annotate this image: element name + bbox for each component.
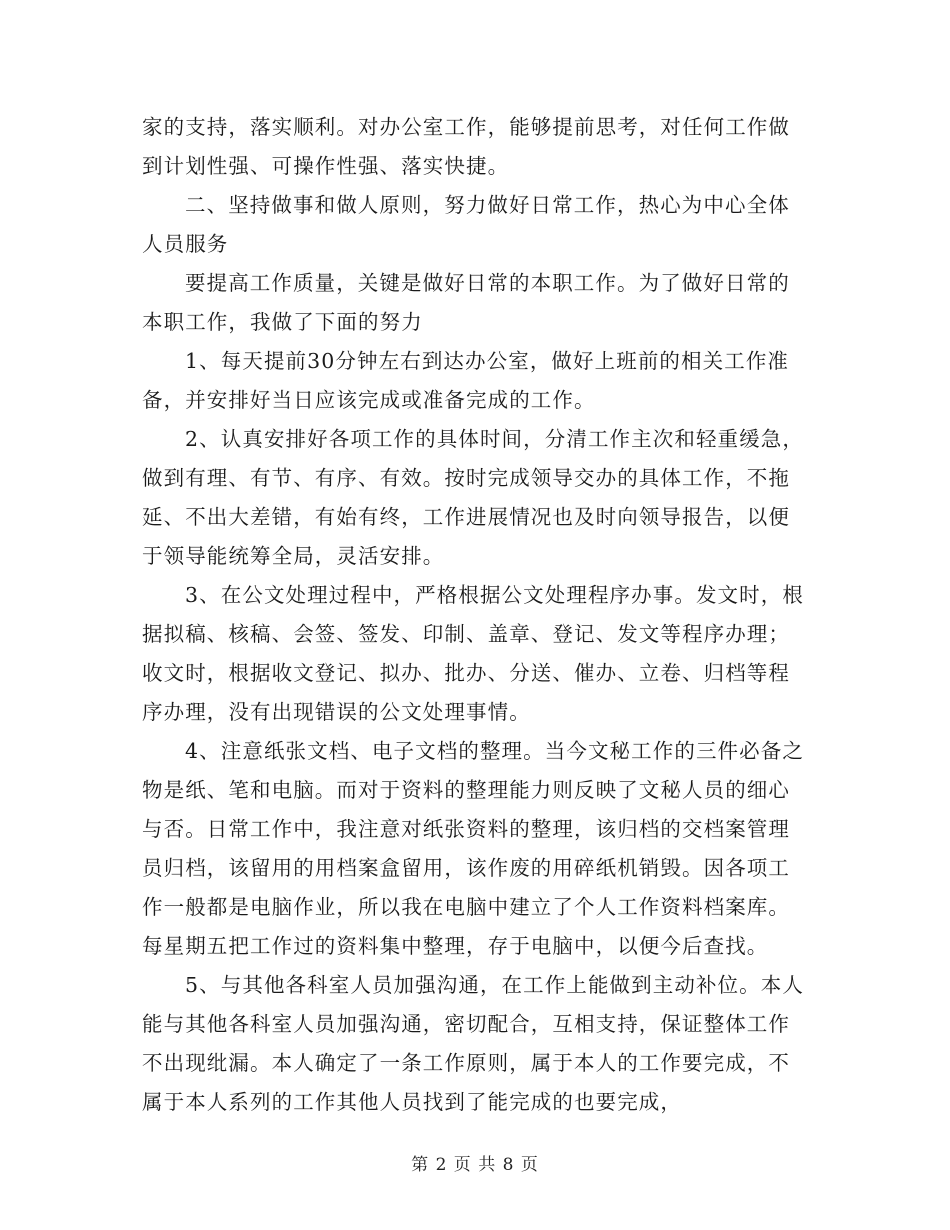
- page-number-label: 第 2 页 共 8 页: [411, 1155, 539, 1175]
- text-line: 4、注意纸张文档、电子文档的整理。当今文秘工作的三件必备之: [185, 739, 804, 763]
- text-line: 人员服务: [142, 232, 229, 256]
- document-body: [142, 108, 810, 1122]
- text-line: 备，并安排好当日应该完成或准备完成的工作。: [142, 388, 596, 412]
- text-line: 到计划性强、可操作性强、落实快捷。: [142, 154, 510, 178]
- text-line: 员归档，该留用的用档案盒留用，该作废的用碎纸机销毁。因各项工: [142, 856, 790, 880]
- text-line: 属于本人系列的工作其他人员找到了能完成的也要完成，: [142, 1090, 682, 1114]
- text-line: 序办理，没有出现错误的公文处理事情。: [142, 700, 531, 724]
- text-line: 于领导能统筹全局，灵活安排。: [142, 544, 445, 568]
- text-line: 物是纸、笔和电脑。而对于资料的整理能力则反映了文秘人员的细心: [142, 778, 790, 802]
- text-line: 做到有理、有节、有序、有效。按时完成领导交办的具体工作，不拖: [142, 466, 790, 490]
- text-line: 能与其他各科室人员加强沟通，密切配合，互相支持，保证整体工作: [142, 1012, 790, 1036]
- page-footer: [0, 1150, 950, 1175]
- text-line: 收文时，根据收文登记、拟办、批办、分送、催办、立卷、归档等程: [142, 661, 790, 685]
- text-line: 作一般都是电脑作业，所以我在电脑中建立了个人工作资料档案库。: [142, 895, 790, 919]
- text-line: 5、与其他各科室人员加强沟通，在工作上能做到主动补位。本人: [185, 973, 804, 997]
- text-line: 1、每天提前30分钟左右到达办公室，做好上班前的相关工作准: [185, 349, 790, 373]
- text-line: 要提高工作质量，关键是做好日常的本职工作。为了做好日常的: [185, 271, 790, 295]
- text-line: 不出现纰漏。本人确定了一条工作原则，属于本人的工作要完成，不: [142, 1051, 790, 1075]
- text-line: 家的支持，落实顺利。对办公室工作，能够提前思考，对任何工作做: [142, 115, 790, 139]
- text-line: 延、不出大差错，有始有终，工作进展情况也及时向领导报告，以便: [142, 505, 790, 529]
- text-line: 2、认真安排好各项工作的具体时间，分清工作主次和轻重缓急，: [185, 427, 804, 451]
- text-line: 与否。日常工作中，我注意对纸张资料的整理，该归档的交档案管理: [142, 817, 790, 841]
- text-line: 3、在公文处理过程中，严格根据公文处理程序办事。发文时，根: [185, 583, 804, 607]
- text-line: 每星期五把工作过的资料集中整理，存于电脑中，以便今后查找。: [142, 934, 769, 958]
- text-line: 二、坚持做事和做人原则，努力做好日常工作，热心为中心全体: [185, 193, 790, 217]
- text-line: 据拟稿、核稿、会签、签发、印制、盖章、登记、发文等程序办理；: [142, 622, 790, 646]
- text-line: 本职工作，我做了下面的努力: [142, 310, 423, 334]
